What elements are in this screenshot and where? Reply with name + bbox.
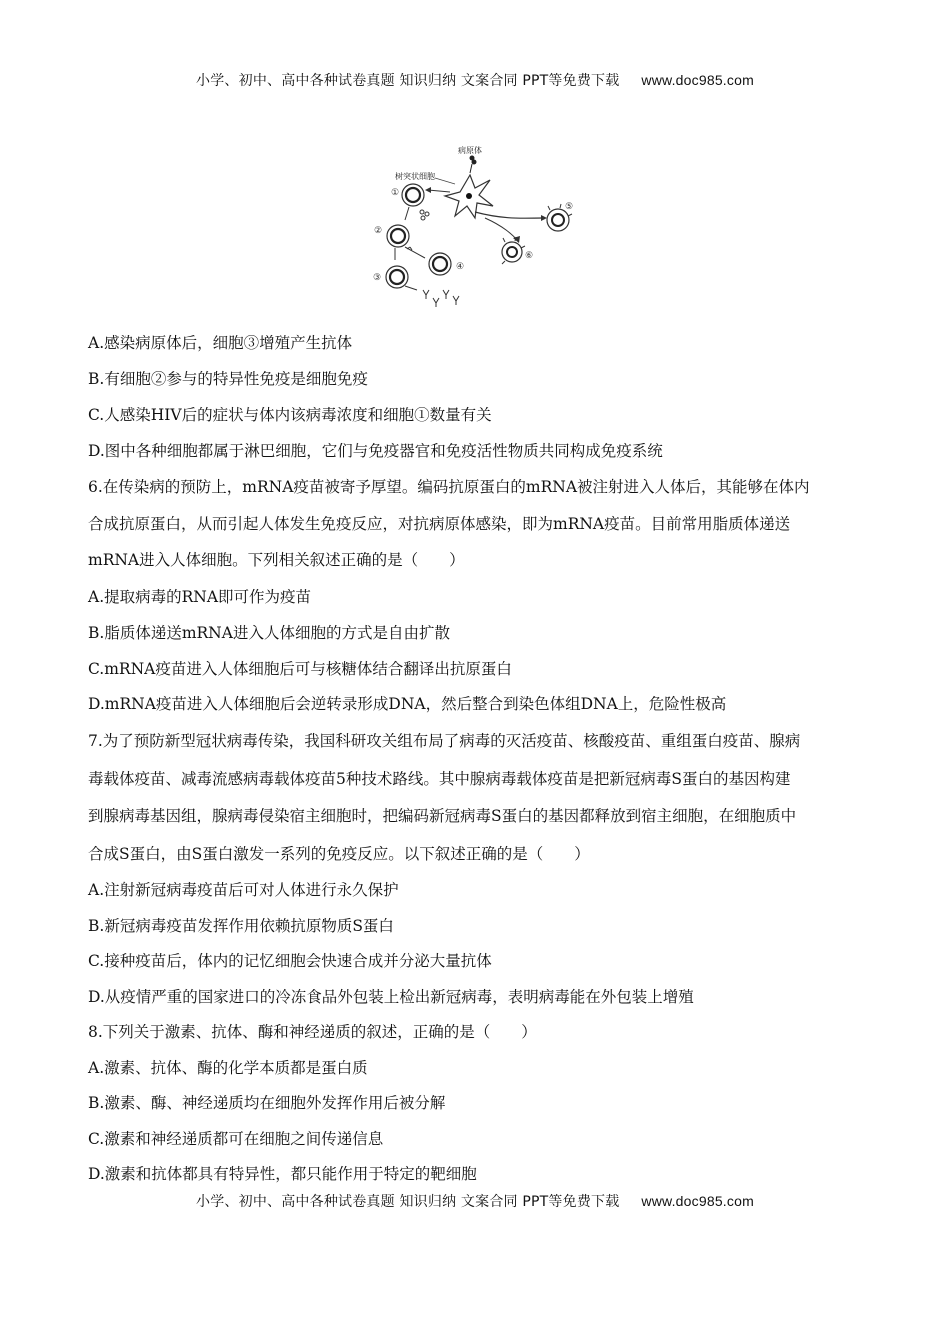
- text-line: 8.下列关于激素、抗体、酶和神经递质的叙述，正确的是（ ）: [88, 1023, 537, 1041]
- text-line: C.激素和神经递质都可在细胞之间传递信息: [88, 1130, 384, 1148]
- text-line: 合成抗原蛋白，从而引起人体发生免疫反应，对抗病原体感染，即为mRNA疫苗。目前常用脂质体递送: [88, 515, 791, 533]
- text-line: 6.在传染病的预防上，mRNA疫苗被寄予厚望。编码抗原蛋白的mRNA被注射进入人体后，其能够在体内: [88, 478, 810, 496]
- text-line: B.激素、酶、神经递质均在细胞外发挥作用后被分解: [88, 1094, 446, 1112]
- mark-6: ⑥: [525, 251, 534, 261]
- cell-1-icon: [402, 184, 424, 206]
- antibodies-icon: [423, 290, 459, 307]
- text-line: D.图中各种细胞都属于淋巴细胞，它们与免疫器官和免疫活性物质共同构成免疫系统: [88, 442, 663, 460]
- text-line: B.脂质体递送mRNA进入人体细胞的方式是自由扩散: [88, 624, 450, 642]
- dendritic-cell-label: 树突状细胞: [395, 172, 435, 181]
- footer-url[interactable]: www.doc985.com: [641, 1193, 754, 1209]
- text-line: 到腺病毒基因组，腺病毒侵染宿主细胞时，把编码新冠病毒S蛋白的基因都释放到宿主细胞，在细胞质中: [88, 807, 797, 825]
- footer-text: 小学、初中、高中各种试卷真题 知识归纳 文案合同 PPT等免费下载: [196, 1194, 620, 1210]
- text-line: B.新冠病毒疫苗发挥作用依赖抗原物质S蛋白: [88, 917, 394, 935]
- text-line: 合成S蛋白，由S蛋白激发一系列的免疫反应。以下叙述正确的是（ ）: [88, 845, 590, 863]
- page-footer: [0, 1191, 950, 1211]
- mark-4: ④: [456, 262, 465, 272]
- text-line: D.从疫情严重的国家进口的冷冻食品外包装上检出新冠病毒，表明病毒能在外包装上增殖: [88, 988, 694, 1006]
- cell-4-icon: [429, 253, 451, 275]
- text-line: C.人感染HIV后的症状与体内该病毒浓度和细胞①数量有关: [88, 406, 492, 424]
- text-line: A.激素、抗体、酶的化学本质都是蛋白质: [88, 1059, 368, 1077]
- header-url[interactable]: www.doc985.com: [641, 72, 754, 88]
- pathogen-label: 病原体: [458, 146, 482, 155]
- cell-3-icon: [386, 266, 408, 288]
- cell-6-icon: [502, 237, 525, 264]
- pathogen-icon: [470, 156, 477, 174]
- text-line: B.有细胞②参与的特异性免疫是细胞免疫: [88, 370, 368, 388]
- mark-2: ②: [374, 226, 383, 236]
- text-line: C.mRNA疫苗进入人体细胞后可与核糖体结合翻译出抗原蛋白: [88, 660, 512, 678]
- text-line: D.mRNA疫苗进入人体细胞后会逆转录形成DNA，然后整合到染色体组DNA上，危险性极高: [88, 695, 727, 713]
- text-line: A.提取病毒的RNA即可作为疫苗: [88, 588, 312, 606]
- page-header: [0, 70, 950, 90]
- text-line: A.感染病原体后，细胞③增殖产生抗体: [88, 334, 353, 352]
- text-line: mRNA进入人体细胞。下列相关叙述正确的是（ ）: [88, 551, 465, 569]
- text-line: 7.为了预防新型冠状病毒传染，我国科研攻关组布局了病毒的灭活疫苗、核酸疫苗、重组蛋白疫苗、腺病: [88, 732, 801, 750]
- text-line: C.接种疫苗后，体内的记忆细胞会快速合成并分泌大量抗体: [88, 952, 492, 970]
- text-line: A.注射新冠病毒疫苗后可对人体进行永久保护: [88, 881, 399, 899]
- text-line: 毒载体疫苗、减毒流感病毒载体疫苗5种技术路线。其中腺病毒载体疫苗是把新冠病毒S蛋白的基因构建: [88, 770, 791, 788]
- mark-1: ①: [391, 188, 400, 198]
- mark-5: ⑤: [565, 202, 574, 212]
- mark-3: ③: [373, 273, 382, 283]
- cell-2-icon: [387, 225, 409, 247]
- text-line: D.激素和抗体都具有特异性，都只能作用于特定的靶细胞: [88, 1165, 477, 1183]
- header-text: 小学、初中、高中各种试卷真题 知识归纳 文案合同 PPT等免费下载: [196, 73, 620, 89]
- immune-cells-figure: [365, 140, 585, 310]
